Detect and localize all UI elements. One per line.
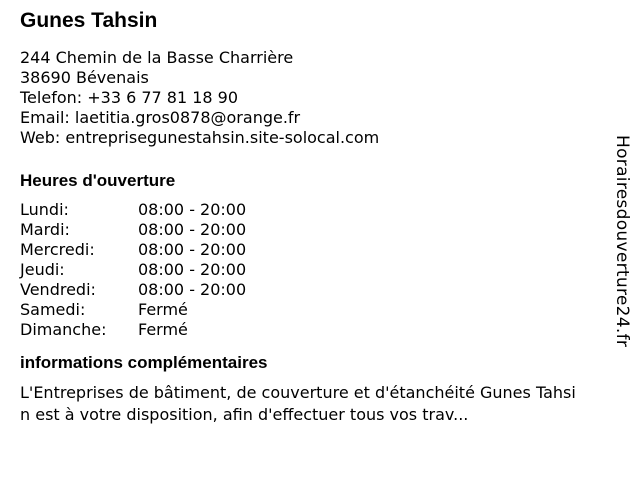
street-address: 244 Chemin de la Basse Charrière	[20, 48, 294, 67]
day-label: Samedi:	[20, 300, 86, 319]
opening-hours-list	[20, 200, 600, 340]
opening-hours-title: Heures d'ouverture	[20, 171, 176, 190]
hours-row-friday	[20, 280, 600, 300]
day-label: Jeudi:	[20, 260, 65, 279]
hours-row-monday	[20, 200, 600, 220]
day-label: Lundi:	[20, 200, 69, 219]
city-address: 38690 Bévenais	[20, 68, 149, 87]
time-value: 08:00 - 20:00	[138, 220, 247, 239]
web-line: Web: entreprisegunestahsin.site-solocal.com	[20, 128, 380, 147]
phone-line: Telefon: +33 6 77 81 18 90	[20, 88, 239, 107]
hours-row-thursday	[20, 260, 600, 280]
business-card	[20, 8, 600, 426]
time-value: Fermé	[138, 300, 188, 319]
hours-row-saturday	[20, 300, 600, 320]
day-label: Dimanche:	[20, 320, 107, 339]
hours-row-sunday	[20, 320, 600, 340]
time-value: 08:00 - 20:00	[138, 240, 247, 259]
time-value: 08:00 - 20:00	[138, 200, 247, 219]
time-value: 08:00 - 20:00	[138, 280, 247, 299]
site-watermark: Horairesdouverture24.fr	[612, 135, 632, 348]
day-label: Mardi:	[20, 220, 70, 239]
business-description: L'Entreprises de bâtiment, de couverture et d'étanchéité Gunes Tahsin est à votre disposition, afin d'effectuer tous vos trav...	[20, 383, 576, 424]
time-value: Fermé	[138, 320, 188, 339]
business-name: Gunes Tahsin	[20, 9, 158, 32]
email-line: Email: laetitia.gros0878@orange.fr	[20, 108, 301, 127]
day-label: Vendredi:	[20, 280, 96, 299]
hours-row-wednesday	[20, 240, 600, 260]
day-label: Mercredi:	[20, 240, 95, 259]
additional-info-title: informations complémentaires	[20, 353, 268, 372]
hours-row-tuesday	[20, 220, 600, 240]
time-value: 08:00 - 20:00	[138, 260, 247, 279]
